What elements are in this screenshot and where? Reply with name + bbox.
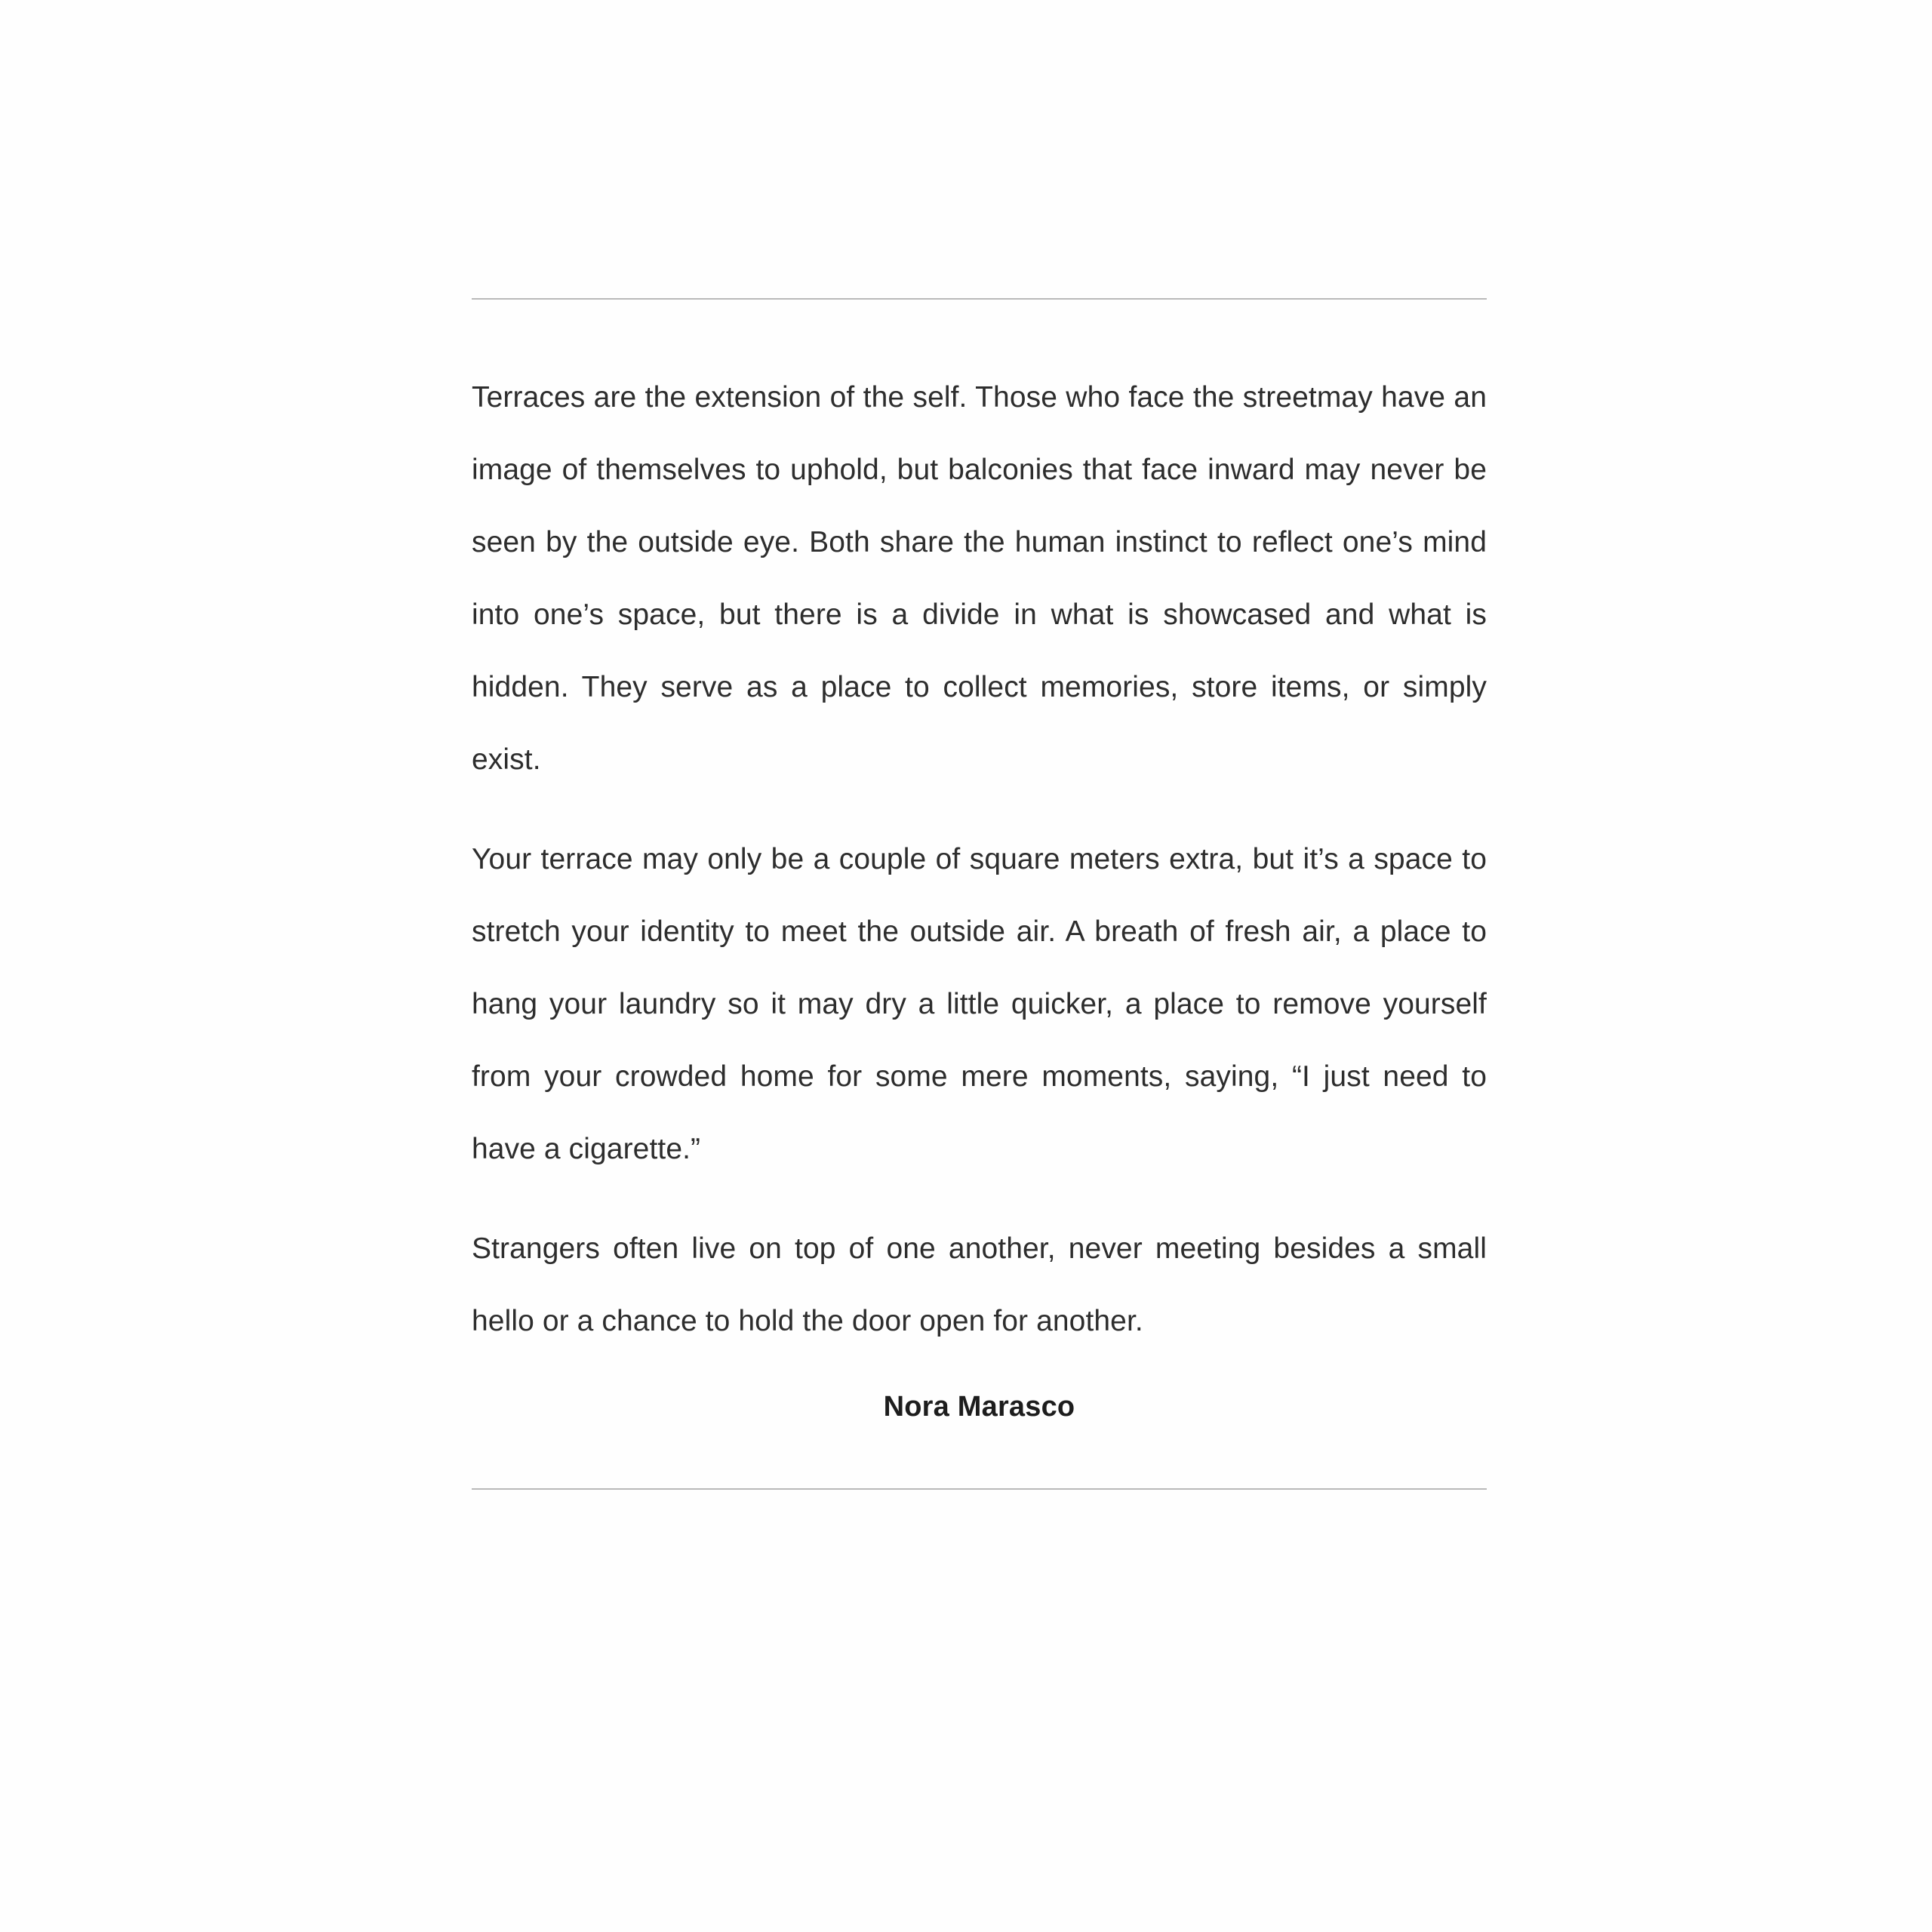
divider-bottom bbox=[472, 1488, 1487, 1490]
attribution: Nora Marasco bbox=[883, 1391, 1075, 1423]
paragraph: Terraces are the extension of the self. Those who face the streetmay have an image of themselves to uphold, but balconies that face inward may never be seen by the outside eye. Both share the human instinct to reflect one’s mind into one’s space, but there is a divide in what is showcased and what is hidden. They serve as a place to collect memories, store items, or simply exist. bbox=[472, 381, 1487, 776]
divider-top bbox=[472, 298, 1487, 300]
paragraph: Strangers often live on top of one another, never meeting besides a small hello or a chance to hold the door open for another. bbox=[472, 1232, 1487, 1337]
pullquote-block bbox=[472, 298, 1487, 1490]
pullquote-body bbox=[472, 361, 1487, 1358]
paragraph: Your terrace may only be a couple of square meters extra, but it’s a space to stretch your identity to meet the outside air. A breath of fresh air, a place to hang your laundry so it may dry a little quicker, a place to remove yourself from your crowded home for some mere moments, saying, “I just need to have a cigarette.” bbox=[472, 843, 1487, 1165]
